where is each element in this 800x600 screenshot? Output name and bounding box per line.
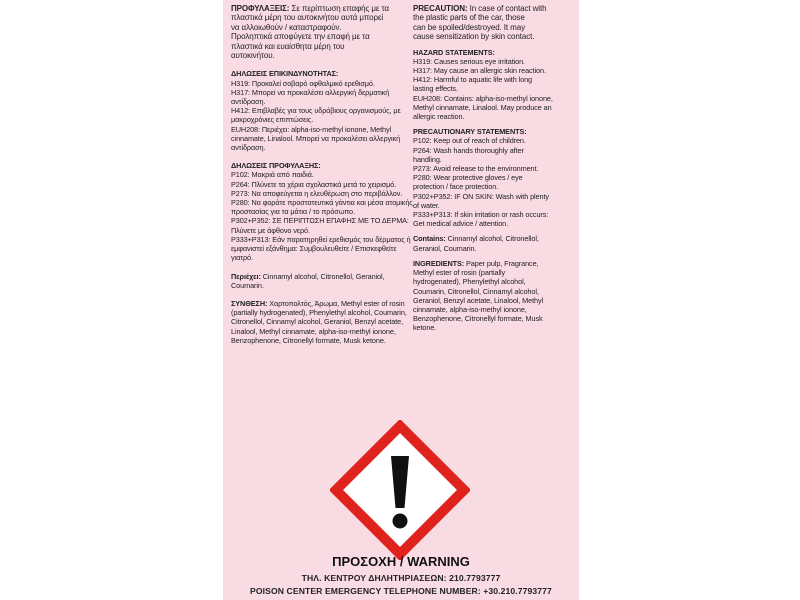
section-line: P264: Wash hands thoroughly after	[413, 145, 524, 155]
section-heading: INGREDIENTS:	[413, 258, 465, 268]
section-line: In case of contact with	[467, 4, 547, 13]
section-line: Πλύνετε με άφθονο νερό.	[231, 225, 310, 235]
section-heading: Περιέχει:	[231, 271, 261, 281]
section-line: P273: Avoid release to the environment.	[413, 164, 539, 174]
section-line: P280: Να φοράτε προστατευτικά γάντια και μέσα ατομικής	[231, 198, 413, 208]
english-precaution-section	[413, 4, 565, 42]
section-line: handling.	[413, 154, 442, 164]
greek-contains-section	[231, 272, 415, 290]
section-line: Citronellol, Cinnamyl alcohol, Geraniol, Benzyl acetate,	[231, 317, 404, 327]
section-line: P102: Keep out of reach of children.	[413, 136, 526, 146]
greek-column	[231, 4, 415, 354]
greek-precaution-section	[231, 4, 415, 60]
product-label	[223, 0, 579, 600]
exclamation-dot	[393, 514, 408, 529]
section-line: H319: Causes serious eye irritation.	[413, 56, 525, 66]
section-line: Cinnamyl alcohol, Citronellol,	[445, 234, 539, 244]
section-line: Paper pulp, Fragrance,	[464, 258, 539, 268]
section-line: P302+P352: ΣΕ ΠΕΡΙΠΤΩΣΗ ΕΠΑΦΗΣ ΜΕ ΤΟ ΔΕΡΜΑ:	[231, 216, 409, 226]
section-line: Geraniol, Benzyl acetate, Linalool, Methyl	[413, 295, 544, 305]
section-line: Χαρτοπολτός, Άρωμα, Methyl ester of rosin	[267, 298, 405, 308]
greek-poison-center-phone: ΤΗΛ. ΚΕΝΤΡΟΥ ΔΗΛΗΤΗΡΙΑΣΕΩΝ: 210.7793777	[301, 573, 501, 583]
section-line: ketone.	[413, 323, 437, 333]
greek-precautionary-section	[231, 161, 415, 262]
section-heading: PRECAUTION:	[413, 4, 468, 13]
section-line: allergic reaction.	[413, 112, 465, 122]
section-line: H412: Επιβλαβές για τους υδρόβιους οργανισμούς, με	[231, 106, 401, 116]
section-heading: PRECAUTIONARY STATEMENTS:	[413, 127, 527, 137]
english-column	[413, 4, 565, 339]
english-poison-center-phone: POISON CENTER EMERGENCY TELEPHONE NUMBER: +30.210.7793777	[250, 586, 552, 596]
section-heading: Contains:	[413, 234, 446, 244]
section-line: Methyl cinnamate, Linalool. May produce an	[413, 102, 552, 112]
section-line: H412: Harmful to aquatic life with long	[413, 75, 532, 85]
section-heading: ΔΗΛΩΣΕΙΣ ΕΠΙΚΙΝΔΥΝΟΤΗΤΑΣ:	[231, 69, 339, 79]
warning-title: ΠΡΟΣΟΧΗ / WARNING	[332, 554, 470, 569]
section-line: P280: Wear protective gloves / eye	[413, 173, 523, 183]
section-line: πλαστικά και ευαίσθητα μέρη του	[231, 41, 345, 51]
section-heading: ΣΥΝΘΕΣΗ:	[231, 298, 268, 308]
section-line: H319: Προκαλεί σοβαρό οφθαλμικό ερεθισμό.	[231, 78, 375, 88]
section-line: P273: Να αποφεύγεται η ελευθέρωση στο περιβάλλον.	[231, 188, 403, 198]
section-heading: ΠΡΟΦΥΛΑΞΕΙΣ:	[231, 4, 290, 13]
section-line: γιατρό.	[231, 253, 253, 263]
section-line: Προληπτικά αποφύγετε την επαφή με τα	[231, 32, 370, 42]
section-line: P333+P313: If skin irritation or rash occurs:	[413, 210, 549, 220]
section-line: of water.	[413, 200, 440, 210]
greek-composition-section	[231, 299, 415, 345]
section-line: (partially hydrogenated), Phenylethyl alcohol, Coumarin,	[231, 308, 407, 318]
section-line: lasting effects.	[413, 84, 458, 94]
section-line: πλαστικά μέρη του αυτοκινήτου αυτά μπορεί	[231, 13, 384, 23]
section-line: H317: May cause an allergic skin reaction.	[413, 66, 546, 76]
section-line: Get medical advice / attention.	[413, 219, 509, 229]
english-ingredients-section	[413, 259, 565, 333]
exclamation-mark-hazard-icon	[330, 420, 470, 560]
section-line: αυτοκινήτου.	[231, 51, 275, 61]
section-line: cinnamate, Linalool. Μπορεί να προκαλέσει αλλεργική	[231, 133, 401, 143]
section-line: Linalool, Methyl cinnamate, alpha-iso-methyl ionone,	[231, 326, 396, 336]
section-line: αντίδραση.	[231, 97, 266, 107]
section-line: cinnamate, alpha-iso-methyl ionone,	[413, 304, 527, 314]
section-line: the plastic parts of the car, those	[413, 13, 525, 23]
greek-hazard-section	[231, 69, 415, 152]
section-line: Benzophenone, Citronellyl formate, Musk ketone.	[231, 335, 386, 345]
english-precautionary-section	[413, 127, 565, 228]
section-line: να αλλοιωθούν / καταστραφούν.	[231, 22, 342, 32]
section-line: P102: Μακριά από παιδιά.	[231, 170, 314, 180]
section-line: can be spoiled/destroyed. It may	[413, 22, 525, 32]
english-contains-section	[413, 234, 565, 252]
section-line: Methyl ester of rosin (partially	[413, 268, 506, 278]
section-heading: HAZARD STATEMENTS:	[413, 47, 495, 57]
section-line: Benzophenone, Citronellyl formate, Musk	[413, 314, 543, 324]
section-line: αντίδραση.	[231, 143, 266, 153]
section-line: hydrogenated), Phenylethyl alcohol,	[413, 277, 526, 287]
section-line: προστασίας για τα μάτια / το πρόσωπο.	[231, 207, 355, 217]
section-line: protection / face protection.	[413, 182, 499, 192]
section-line: H317: Μπορεί να προκαλέσει αλλεργική δερματική	[231, 87, 390, 97]
section-line: Coumarin.	[231, 280, 264, 290]
section-line: P333+P313: Εάν παρατηρηθεί ερεθισμός του δέρματος ή	[231, 234, 411, 244]
section-line: Cinnamyl alcohol, Citronellol, Geraniol,	[260, 271, 385, 281]
section-heading: ΔΗΛΩΣΕΙΣ ΠΡΟΦΥΛΑΞΗΣ:	[231, 161, 321, 171]
section-line: Coumarin, Citronellol, Cinnamyl alcohol,	[413, 286, 539, 296]
section-line: μακροχρόνιες επιπτώσεις.	[231, 115, 314, 125]
section-line: P302+P352: IF ON SKIN: Wash with plenty	[413, 191, 549, 201]
section-line: EUH208: Περιέχει: alpha-iso-methyl ionone, Methyl	[231, 124, 392, 134]
section-line: Geraniol, Coumarin.	[413, 243, 477, 253]
section-line: cause sensitization by skin contact.	[413, 32, 535, 42]
english-hazard-section	[413, 48, 565, 122]
section-line: P264: Πλύνετε τα χέρια σχολαστικά μετά το χειρισμό.	[231, 179, 397, 189]
section-line: EUH208: Contains: alpha-iso-methyl ionone,	[413, 93, 553, 103]
section-line: Σε περίπτωση επαφής με τα	[289, 4, 389, 13]
section-line: εμφανιστεί εξάνθημα: Συμβουλευθείτε / Επισκεφθείτε	[231, 244, 397, 254]
